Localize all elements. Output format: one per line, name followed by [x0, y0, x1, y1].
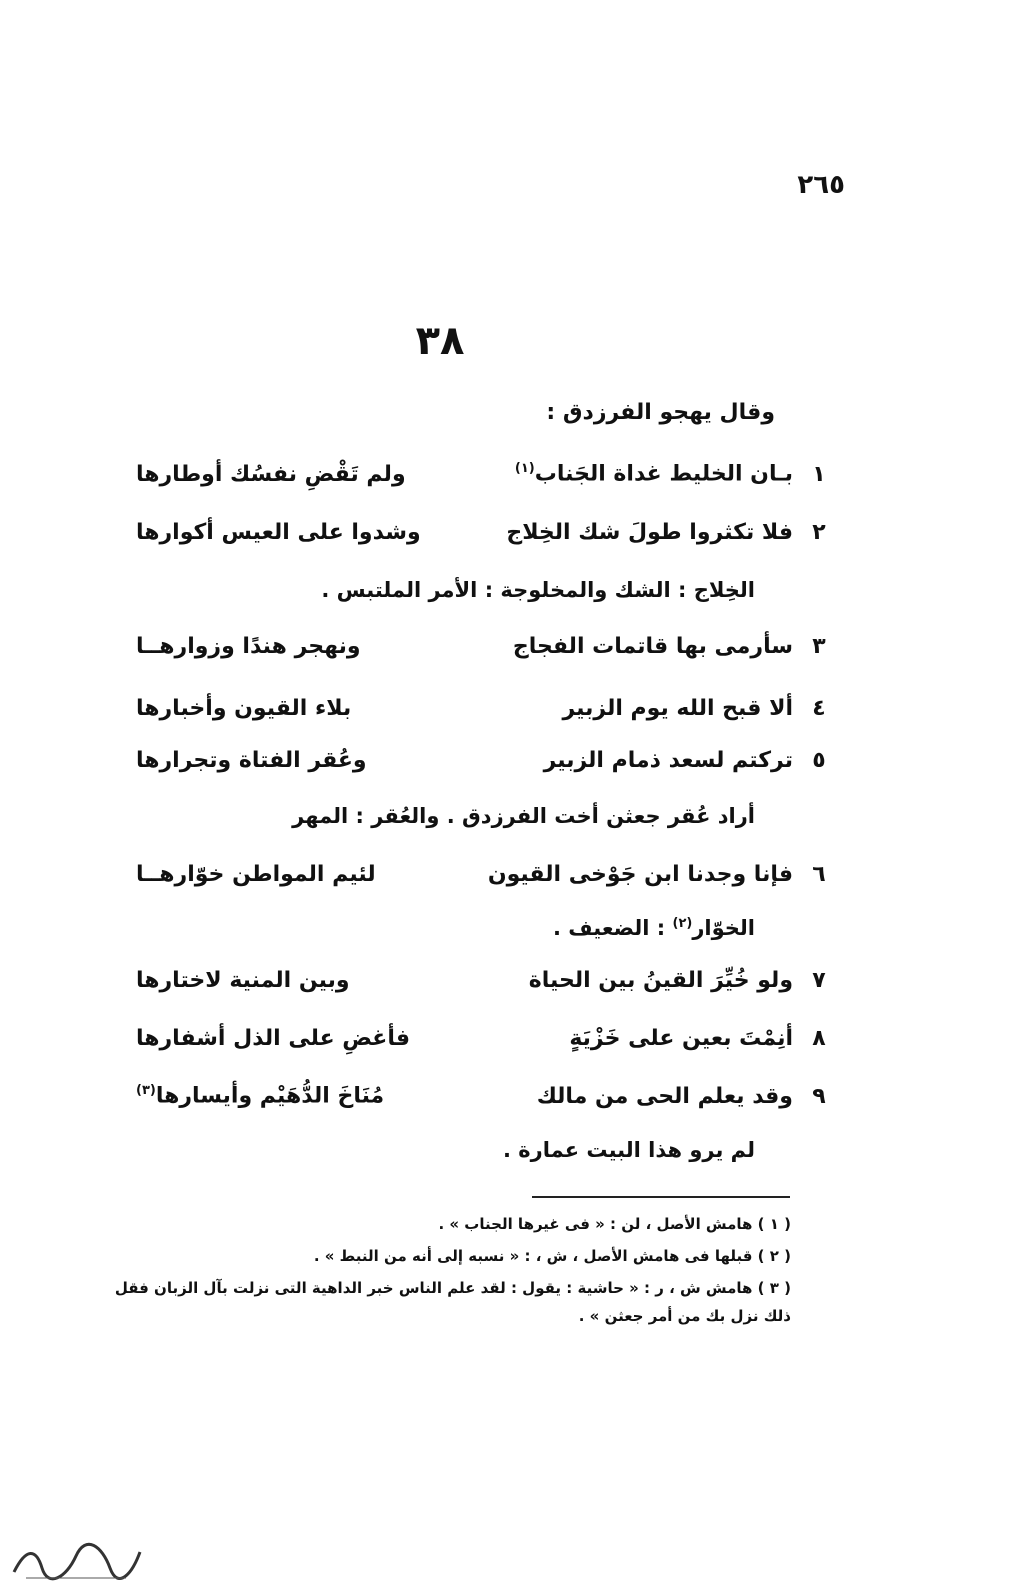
verse-7	[136, 960, 826, 1000]
verse-8	[136, 1018, 826, 1058]
verse-number: ٦	[812, 861, 826, 887]
footnote-ref: (٣)	[136, 1083, 156, 1099]
verse-number: ٧	[812, 967, 826, 993]
verse-number: ٩	[812, 1083, 826, 1109]
verse-5	[136, 740, 826, 780]
footnote-1: ( ١ ) هامش الأصل ، لن : « فى غيرها الجناب » .	[438, 1215, 791, 1233]
verse-1	[136, 454, 826, 494]
verse-number: ٢	[812, 519, 826, 545]
verse-first-hemistich: ولو خُيِّرَ القينُ بين الحياة	[528, 967, 793, 993]
verse-number: ٨	[812, 1025, 826, 1051]
verse-number: ٤	[812, 695, 826, 721]
verse-second-hemistich: فأغضِ على الذل أشفارها	[136, 1025, 411, 1051]
verse-number: ٥	[812, 747, 826, 773]
poem-intro: وقال يهجو الفرزدق :	[546, 400, 775, 425]
verse-number: ٣	[812, 633, 826, 659]
verse-4	[136, 688, 826, 728]
verse-second-hemistich: وعُقر الفتاة وتجرارها	[136, 747, 367, 773]
verse-number: ١	[812, 461, 826, 487]
footnote-ref: (١)	[514, 461, 535, 477]
verse-second-hemistich: وبين المنية لاختارها	[136, 967, 350, 993]
verse-second-hemistich: ولم تَقْضِ نفسُك أوطارها	[136, 461, 406, 487]
poem-number: ٣٨	[415, 318, 465, 364]
verse-2	[136, 512, 826, 552]
verse-6	[136, 854, 826, 894]
verse-second-hemistich: بلاء القيون وأخبارها	[136, 695, 352, 721]
gloss-note: الخوّار$^{(٢)}$ : الضعيف .	[552, 916, 755, 940]
library-stamp-logo	[6, 1538, 146, 1582]
verse-first-hemistich: فلا تكثروا طولَ شك الخِلاج	[506, 519, 793, 545]
verse-first-hemistich: فإنا وجدنا ابن جَوْخى القيون	[487, 861, 793, 887]
footnote-2: ( ٢ ) قبلها فى هامش الأصل ، ش ، : « نسبه إلى أنه من النبط » .	[313, 1247, 791, 1265]
verse-first-hemistich: بـان الخليط غداة الجَناب$^{(١)}$	[514, 461, 793, 487]
verse-first-hemistich: تركتم لسعد ذمام الزبير	[543, 747, 793, 773]
verse-second-hemistich: لئيم المواطن خوّارهــا	[136, 861, 376, 887]
footnote-separator	[532, 1196, 790, 1198]
verse-3	[136, 626, 826, 666]
verse-9	[136, 1076, 826, 1116]
verse-second-hemistich: وشدوا على العيس أكوارها	[136, 519, 421, 545]
footnote-3: ( ٣ ) هامش ش ، ر : « حاشية : يقول : لقد علم الناس خبر الداهية التى نزلت بآل الزبان فقل ذلك نزل بك من أمر جعثن » .	[114, 1279, 791, 1325]
verse-first-hemistich: ألا قبح الله يوم الزبير	[562, 695, 793, 721]
verse-first-hemistich: وقد يعلم الحى من مالك	[536, 1083, 793, 1109]
verse-first-hemistich: أنِمْتَ بعين على خَزْيَةٍ	[569, 1025, 793, 1051]
gloss-note: لم يرو هذا البيت عمارة .	[502, 1138, 755, 1162]
page-number: ٢٦٥	[797, 170, 845, 200]
verse-second-hemistich: مُنَاخَ الدُّهَيْم وأيسارها$^{(٣)}$	[136, 1083, 385, 1109]
footnote-ref: (٢)	[672, 916, 693, 931]
verse-second-hemistich: ونهجر هندًا وزوارهــا	[136, 633, 361, 659]
gloss-note: الخِلاج : الشك والمخلوجة : الأمر الملتبس .	[321, 578, 755, 602]
gloss-note: أراد عُقر جعثن أخت الفرزدق . والعُقر : المهر	[292, 804, 755, 828]
verse-first-hemistich: سأرمى بها قاتمات الفجاج	[512, 633, 793, 659]
